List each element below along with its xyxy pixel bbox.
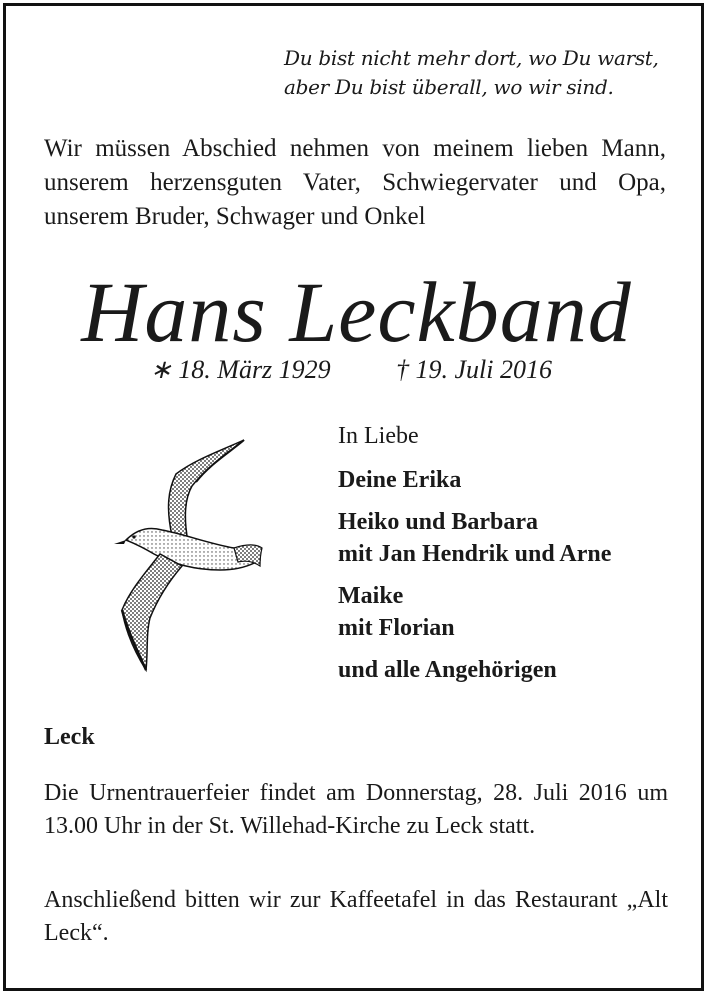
death-date: † 19. Juli 2016 [396,355,552,384]
birth-date: ∗ 18. März 1929 [150,355,331,384]
motto-line: Du bist nicht mehr dort, wo Du warst, [284,46,659,70]
signer-line: mit Jan Hendrik und Arne [338,541,612,567]
signer-line: und alle Angehörigen [338,657,557,683]
signer-group [338,580,698,644]
motto-quote [284,44,684,102]
signer-line: Maike [338,583,404,609]
motto-line: aber Du bist überall, wo wir sind. [284,75,614,99]
signer-line: Heiko und Barbara [338,509,539,535]
signer-line: Deine Erika [338,467,462,493]
deceased-name: Hans Leckband [81,264,632,360]
signer-line: mit Florian [338,615,455,641]
seagull-icon [110,438,265,674]
service-info: Die Urnentrauerfeier findet am Donnerstag, 28. Juli 2016 um 13.00 Uhr in der St. Willehad-Kirche zu Leck statt. [44,780,668,839]
intro-text: Wir müssen Abschied nehmen von meinem lieben Mann, unserem herzensguten Vater, Schwiegervater und Opa, unserem Bruder, Schwager und Onkel [44,135,666,230]
signer-group [338,506,698,570]
signer-group [338,464,698,496]
place-name: Leck [44,724,95,750]
signers-lead: In Liebe [338,423,419,449]
signers-block [338,420,698,696]
signer-group [338,654,698,686]
reception-info: Anschließend bitten wir zur Kaffeetafel in das Restaurant „Alt Leck“. [44,887,668,946]
